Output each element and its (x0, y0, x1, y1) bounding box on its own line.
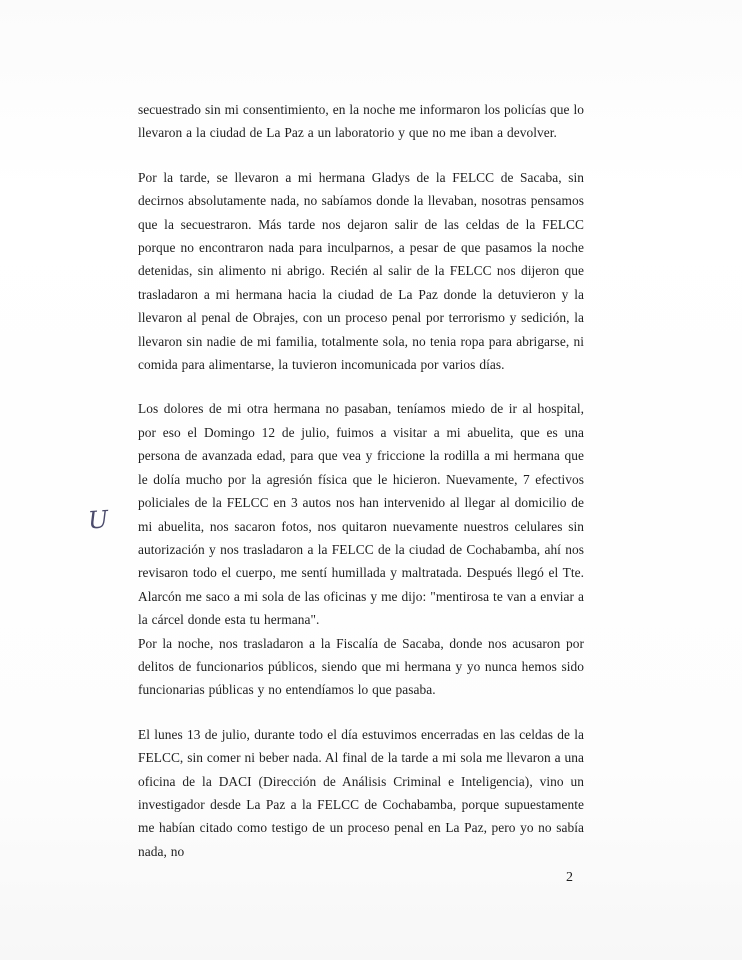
document-body (138, 98, 584, 863)
handwritten-margin-note: U (87, 505, 110, 535)
paragraph-4: Por la noche, nos trasladaron a la Fiscalía de Sacaba, donde nos acusaron por delitos de funcionarios públicos, siendo que mi hermana y yo nunca hemos sido funcionarias públicas y no entendíamos lo que pasaba. (138, 635, 584, 698)
page-number: 2 (566, 870, 573, 885)
paragraph-5: El lunes 13 de julio, durante todo el día estuvimos encerradas en las celdas de la FELCC, sin comer ni beber nada. Al final de la tarde a mi sola me llevaron a una oficina de la DACI (Dirección de Análisis Criminal e Inteligencia), vino un investigador desde La Paz a la FELCC de Cochabamba, porque supuestamente me habían citado como testigo de un proceso penal en La Paz, pero yo no sabía nada, no (138, 726, 584, 859)
paragraph-3: Los dolores de mi otra hermana no pasaban, teníamos miedo de ir al hospital, por eso el Domingo 12 de julio, fuimos a visitar a mi abuelita, que es una persona de avanzada edad, para que vea y friccione la rodilla a mi hermana que le dolía mucho por la agresión física que le hicieron. Nuevamente, 7 efectivos policiales de la FELCC en 3 autos nos han intervenido al llegar al domicilio de mi abuelita, nos sacaron fotos, nos quitaron nuevamente nuestros celulares sin autorización y nos trasladaron a la FELCC de la ciudad de Cochabamba, ahí nos revisaron todo el cuerpo, me sentí humillada y maltratada. Después llegó el Tte. Alarcón me saco a mi sola de las oficinas y me dijo: "mentirosa te van a enviar a la cárcel donde esta tu hermana". (138, 401, 584, 628)
paragraph-1: secuestrado sin mi consentimiento, en la noche me informaron los policías que lo llevaron a la ciudad de La Paz a un laboratorio y que no me iban a devolver. (138, 102, 584, 141)
paragraph-2: Por la tarde, se llevaron a mi hermana Gladys de la FELCC de Sacaba, sin decirnos absolutamente nada, no sabíamos donde la llevaban, nosotras pensamos que la secuestraron. Más tarde nos dejaron salir de las celdas de la FELCC porque no encontraron nada para inculparnos, a pesar de que pasamos la noche detenidas, sin alimento ni abrigo. Recién al salir de la FELCC nos dijeron que trasladaron a mi hermana hacia la ciudad de La Paz donde la detuvieron y la llevaron al penal de Obrajes, con un proceso penal por terrorismo y sedición, la llevaron sin nadie de mi familia, totalmente sola, no tenia ropa para abrigarse, ni comida para alimentarse, la tuvieron incomunicada por varios días. (138, 169, 584, 373)
